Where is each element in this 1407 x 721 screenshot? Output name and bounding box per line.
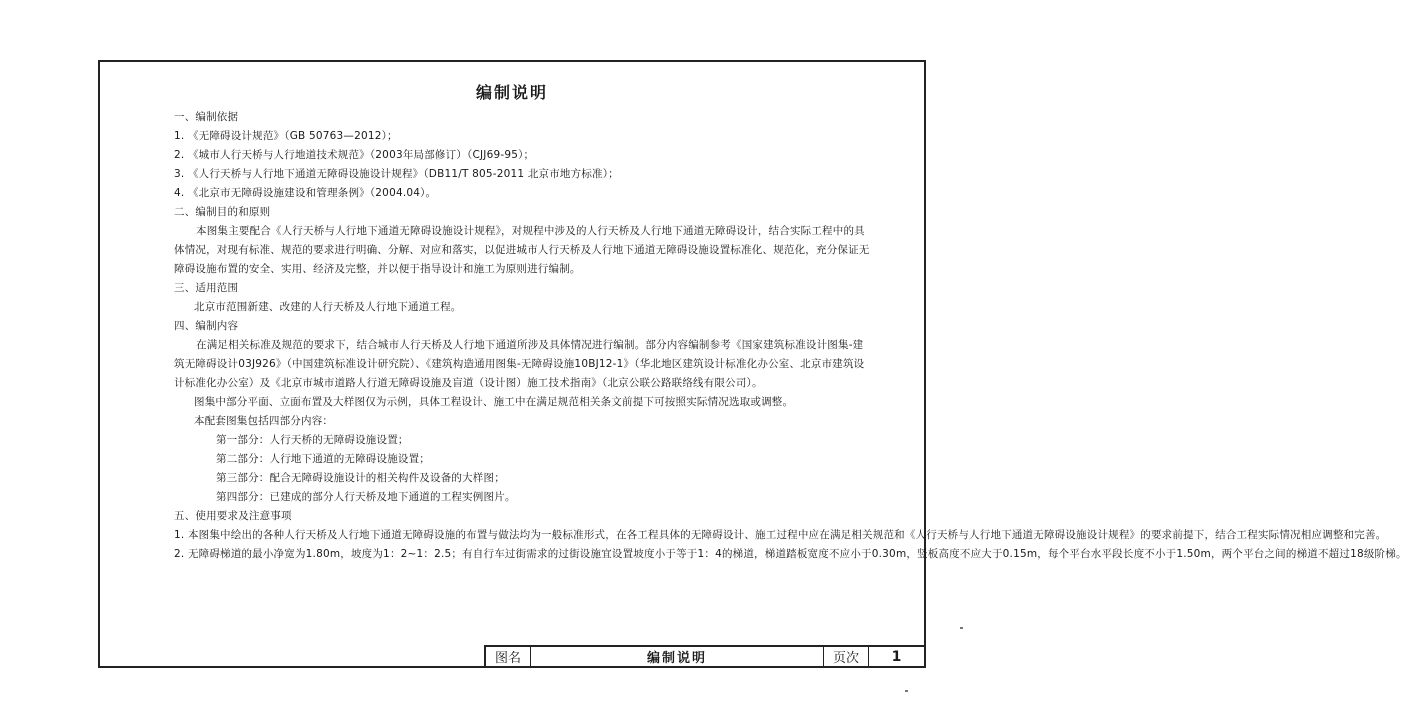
- list-item: 1. 本图集中绘出的各种人行天桥及人行地下通道无障碍设施的布置与做法均为一般标准形式，在各工程具体的无障碍设计、施工过程中应在满足相关规范和《人行天桥与人行地下通道无障碍设施设计规程》的要求前提下，结合工程实际情况相应调整和完善。: [174, 529, 1387, 541]
- paragraph: 在满足相关标准及规范的要求下，结合城市人行天桥及人行地下通道所涉及具体情况进行编制。部分内容编制参考《国家建筑标准设计图集-建筑无障碍设计03J926》（中国建筑标准设计研究院）、《建筑构造通用图集-无障碍设施10BJ12-1》（华北地区建筑设计标准化办公室、北京市建筑设计标准化办公室）及《北京市城市道路人行道无障碍设施及盲道（设计图）施工技术指南》（北京公联公路联络线有限公司）。: [174, 339, 865, 389]
- page-label: 页次: [824, 647, 869, 666]
- document-body: [174, 108, 1407, 564]
- paragraph: 本配套图集包括四部分内容：: [194, 415, 334, 427]
- list-item: 第一部分：人行天桥的无障碍设施设置；: [216, 434, 409, 446]
- list-item: 3. 《人行天桥与人行地下通道无障碍设施设计规程》（DB11/T 805-2011 北京市地方标准）；: [174, 168, 619, 180]
- section-heading: 二、编制目的和原则: [174, 206, 271, 218]
- page-number: 1: [891, 648, 902, 665]
- section-heading: 一、编制依据: [174, 111, 239, 123]
- section-heading: 五、使用要求及注意事项: [174, 510, 292, 522]
- list-item: 2. 无障碍梯道的最小净宽为1.80m，坡度为1：2~1：2.5；有自行车过街需求的过街设施宜设置坡度小于等于1：4的梯道，梯道踏板宽度不应小于0.30m，竖板高度不应大于0.15m，每个平台水平段长度不小于1.50m，两个平台之间的梯道不超过18级阶梯。: [174, 548, 1407, 560]
- page-title: 编制说明: [475, 83, 548, 102]
- list-item: 2. 《城市人行天桥与人行地道技术规范》（2003年局部修订）（CJJ69-95）；: [174, 149, 535, 161]
- list-item: 第三部分：配合无障碍设施设计的相关构件及设备的大样图；: [216, 472, 505, 484]
- section-heading: 三、适用范围: [174, 282, 239, 294]
- paragraph: 图集中部分平面、立面布置及大样图仅为示例，具体工程设计、施工中在满足规范相关条文前提下可按照实际情况选取或调整。: [194, 396, 794, 408]
- list-item: 4. 《北京市无障碍设施建设和管理条例》（2004.04）。: [174, 187, 437, 199]
- section-heading: 四、编制内容: [174, 320, 239, 332]
- paragraph: 本图集主要配合《人行天桥与人行地下通道无障碍设施设计规程》，对规程中涉及的人行天桥及人行地下通道无障碍设计，结合实际工程中的具体情况，对现有标准、规范的要求进行明确、分解、对应和落实，以促进城市人行天桥及人行地下通道无障碍设施设置标准化、规范化，充分保证无障碍设施布置的安全、实用、经济及完整，并以便于指导设计和施工为原则进行编制。: [174, 225, 870, 275]
- paragraph: 北京市范围新建、改建的人行天桥及人行地下通道工程。: [194, 301, 462, 313]
- list-item: 第四部分：已建成的部分人行天桥及地下通道的工程实例图片。: [216, 491, 516, 503]
- drawing-name: 编制说明: [531, 647, 824, 666]
- scan-speck: [960, 627, 963, 629]
- list-item: 第二部分：人行地下通道的无障碍设施设置；: [216, 453, 430, 465]
- title-block: [484, 645, 926, 668]
- drawing-name-label: 图名: [486, 647, 531, 666]
- list-item: 1. 《无障碍设计规范》（GB 50763—2012）；: [174, 130, 398, 142]
- scan-speck: [905, 690, 908, 692]
